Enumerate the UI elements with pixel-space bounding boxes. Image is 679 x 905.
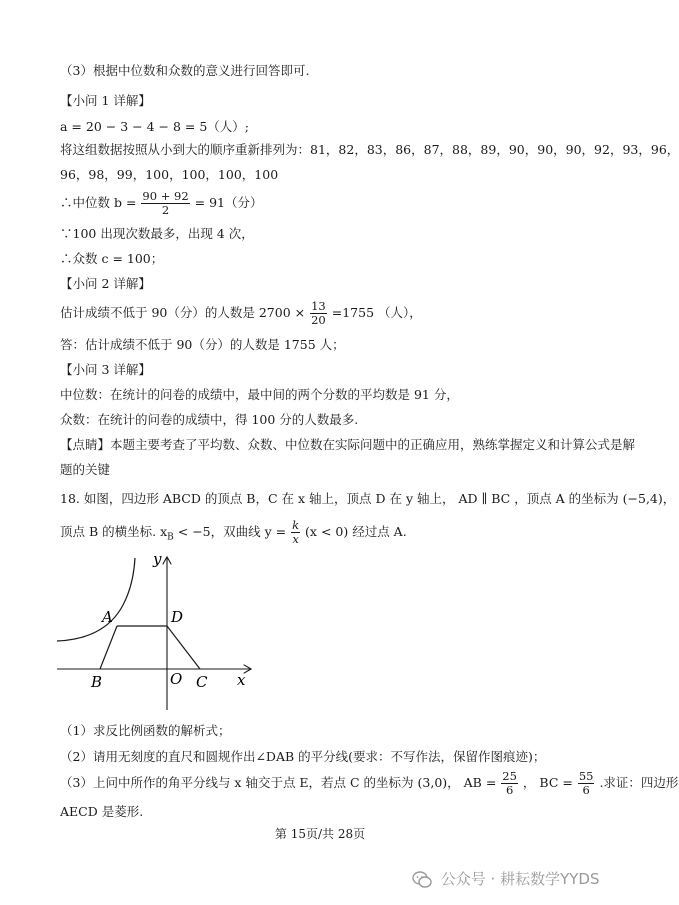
estimate-fraction bbox=[310, 300, 327, 327]
problem-18-line1: 18. 如图，四边形 ABCD 的顶点 B，C 在 x 轴上，顶点 D 在 y 轴上， AD ∥ BC ，顶点 A 的坐标为 (−5,4)， bbox=[60, 491, 676, 506]
label-c: C bbox=[196, 673, 208, 691]
estimate-prefix: 估计成绩不低于 90（分）的人数是 2700 × bbox=[60, 305, 306, 320]
median-meaning: 中位数：在统计的问卷的成绩中，最中间的两个分数的平均数是 91 分， bbox=[60, 387, 459, 402]
hyperbola-fraction bbox=[291, 519, 300, 546]
label-y: y bbox=[153, 550, 162, 568]
estimate-result: =1755 （人）， bbox=[331, 305, 422, 320]
ab-numerator: 25 bbox=[502, 769, 517, 783]
section-header-q3: 【小问 3 详解】 bbox=[60, 362, 151, 377]
section-header-q1: 【小问 1 详解】 bbox=[60, 93, 151, 108]
page-footer: 第 15页/共 28页 bbox=[274, 827, 366, 841]
watermark-text: 公众号 · 耕耘数学YYDS bbox=[440, 870, 600, 888]
label-x: x bbox=[237, 671, 246, 689]
segment-dc bbox=[167, 626, 200, 669]
solution-step-3-note: （3）根据中位数和众数的意义进行回答即可. bbox=[60, 63, 310, 78]
ab-denominator: 6 bbox=[505, 783, 514, 797]
hyperbola-numerator: k bbox=[292, 518, 300, 532]
label-b: B bbox=[91, 673, 103, 691]
question-2: （2）请用无刻度的直尺和圆规作出∠DAB 的平分线(要求：不写作法，保留作图痕迹)； bbox=[60, 749, 546, 764]
comment-line2: 题的关键 bbox=[60, 462, 111, 477]
q3-mid: ， BC = bbox=[522, 775, 573, 790]
question-1: （1）求反比例函数的解析式； bbox=[60, 723, 231, 738]
condition-mid: < −5，双曲线 y = bbox=[177, 524, 287, 539]
ab-fraction bbox=[501, 770, 518, 797]
hyperbola-curve bbox=[57, 558, 135, 641]
estimate-formula bbox=[60, 300, 422, 327]
problem-18-line2 bbox=[60, 519, 407, 547]
bc-fraction bbox=[578, 770, 595, 797]
median-fraction bbox=[141, 190, 189, 217]
question-3-line1 bbox=[60, 770, 678, 797]
estimate-numerator: 13 bbox=[311, 299, 326, 313]
median-numerator: 90 + 92 bbox=[142, 189, 189, 203]
wechat-icon bbox=[412, 871, 432, 889]
calc-a: a = 20 − 3 − 4 − 8 = 5（人）; bbox=[60, 119, 249, 134]
label-a: A bbox=[102, 608, 113, 626]
segment-ab bbox=[100, 626, 117, 669]
condition-prefix: 顶点 B 的横坐标. x bbox=[60, 524, 168, 539]
condition-post: (x < 0) 经过点 A. bbox=[305, 524, 407, 539]
mode-meaning: 众数：在统计的问卷的成绩中，得 100 分的人数最多. bbox=[60, 412, 359, 427]
comment-line1: 【点睛】本题主要考查了平均数、众数、中位数在实际问题中的正确应用，熟练掌握定义和计算公式是解 bbox=[60, 437, 636, 452]
answer-q2: 答：估计成绩不低于 90（分）的人数是 1755 人； bbox=[60, 337, 345, 352]
watermark bbox=[412, 868, 599, 889]
bc-numerator: 55 bbox=[578, 769, 594, 783]
label-o: O bbox=[170, 670, 183, 688]
median-prefix: ∴中位数 b = bbox=[60, 195, 137, 210]
question-3-line2: AECD 是菱形. bbox=[60, 804, 144, 819]
mode-reason: ∵100 出现次数最多，出现 4 次， bbox=[60, 226, 254, 241]
mode-result: ∴众数 c = 100； bbox=[60, 251, 164, 266]
median-formula bbox=[60, 190, 262, 217]
median-denominator: 2 bbox=[161, 203, 170, 217]
bc-denominator: 6 bbox=[582, 783, 590, 797]
q3-post: .求证：四边形 bbox=[599, 775, 679, 790]
estimate-denominator: 20 bbox=[311, 313, 326, 327]
problem-figure bbox=[55, 550, 265, 715]
hyperbola-denominator: x bbox=[292, 532, 299, 546]
condition-subscript: B bbox=[167, 532, 174, 543]
q3-prefix: （3）上问中所作的角平分线与 x 轴交于点 E，若点 C 的坐标为 (3,0)， AB = bbox=[60, 775, 497, 790]
section-header-q2: 【小问 2 详解】 bbox=[60, 276, 151, 291]
median-result: = 91（分） bbox=[194, 195, 263, 210]
sorted-data-line2: 96，98，99，100，100，100，100 bbox=[60, 167, 279, 182]
sorted-data-line1: 将这组数据按照从小到大的顺序重新排列为：81，82，83，86，87，88，89，90，90，90，92，93，96， bbox=[60, 142, 679, 157]
label-d: D bbox=[171, 608, 184, 626]
